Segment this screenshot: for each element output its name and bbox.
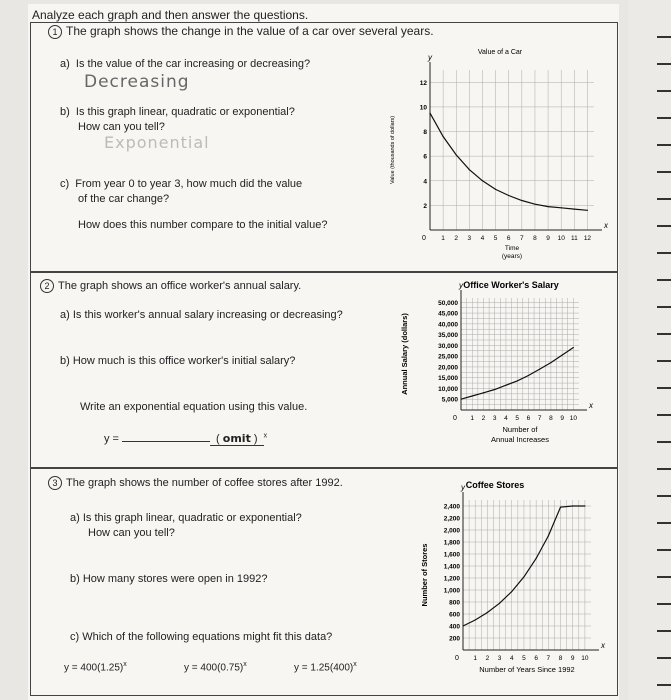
x-tick-label: 4 <box>509 655 514 662</box>
data-point <box>536 558 537 559</box>
q1c-subquestion: of the car change? <box>78 193 170 205</box>
edge-mark <box>657 684 671 686</box>
edge-mark <box>657 279 671 281</box>
y-tick-label: 200 <box>449 635 460 643</box>
y-tick-label: 1,800 <box>443 539 460 547</box>
edge-mark <box>657 441 671 443</box>
q2a-question: a) Is this worker's annual salary increasing or decreasing? <box>60 309 343 321</box>
chart-title: Office Worker's Salary <box>463 280 559 290</box>
y-tick-label: 600 <box>449 611 460 619</box>
x-tick-label: 1 <box>473 655 478 662</box>
q1c-question: c) From year 0 to year 3, how much did the value <box>60 178 303 190</box>
x-tick-label: 7 <box>546 655 551 662</box>
y-tick-label: 5,000 <box>441 396 458 404</box>
y-axis-label: Annual Salary (dollars) <box>400 313 409 395</box>
x-tick-label: 5 <box>522 655 526 662</box>
y-tick-label: 30,000 <box>438 342 458 350</box>
y-tick-label: 1,400 <box>443 563 460 571</box>
edge-mark <box>657 171 671 173</box>
data-point <box>443 136 444 137</box>
q3-option-3: $y = 1.25(400)^x$ <box>294 661 357 674</box>
q2-equation-line: y = ( omit ) $^x$ <box>104 432 268 445</box>
q3-option-1: $y = 400(1.25)^x$ <box>64 661 127 674</box>
x-tick-label: 3 <box>467 235 472 242</box>
x-tick-label: 8 <box>533 235 537 242</box>
q3-number: 3 <box>48 476 62 490</box>
x-tick-label: 1 <box>470 415 475 422</box>
x-axis-letter: x <box>589 401 593 410</box>
x-tick-label: 5 <box>493 235 498 242</box>
origin-label: 0 <box>455 655 459 662</box>
edge-mark <box>657 495 671 497</box>
data-point <box>573 347 574 348</box>
y-tick-label: 400 <box>449 623 460 631</box>
x-tick-label: 10 <box>569 415 577 422</box>
x-tick-label: 10 <box>557 235 565 242</box>
data-point <box>562 354 563 355</box>
x-tick-label: 9 <box>560 415 564 422</box>
x-tick-label: 8 <box>558 655 563 662</box>
x-tick-label: 7 <box>520 235 524 242</box>
data-point <box>584 505 585 506</box>
edge-mark <box>657 522 671 524</box>
y-tick-label: 12 <box>419 79 427 87</box>
edge-mark <box>657 414 671 416</box>
edge-mark <box>657 198 671 200</box>
data-point <box>521 200 522 201</box>
q1b-question: b) Is this graph linear, quadratic or exponential? <box>60 106 295 118</box>
x-tick-label: 5 <box>515 415 520 422</box>
y-tick-label: 15,000 <box>438 375 458 383</box>
x-tick-label: 9 <box>546 235 550 242</box>
data-point <box>523 576 524 577</box>
y-axis-label: Number of Stores <box>420 543 429 607</box>
y-tick-label: 40,000 <box>438 321 458 329</box>
y-tick-label: 25,000 <box>438 353 458 361</box>
x-tick-label: 12 <box>583 235 592 242</box>
data-point <box>460 399 461 400</box>
x-tick-label: 7 <box>537 415 542 422</box>
edge-mark <box>657 306 671 308</box>
data-point <box>508 195 509 196</box>
instruction-heading: Analyze each graph and then answer the questions. <box>32 8 309 22</box>
coffee-stores-chart <box>415 476 610 690</box>
notebook-edge <box>628 0 671 700</box>
edge-mark <box>657 225 671 227</box>
x-tick-label: 3 <box>492 415 497 422</box>
data-point <box>429 112 430 113</box>
x-tick-label: 2 <box>485 655 490 662</box>
x-tick-label: 1 <box>441 235 445 242</box>
x-axis-label-line2: Annual Increases <box>491 435 549 444</box>
q2b-question: b) How much is this office worker's initial salary? <box>60 355 296 367</box>
y-tick-label: 45,000 <box>438 310 458 318</box>
data-point <box>561 207 562 208</box>
edge-mark <box>657 63 671 65</box>
q1b-subquestion: How can you tell? <box>78 121 165 133</box>
q3a-subquestion: How can you tell? <box>88 527 175 539</box>
origin-label: 0 <box>422 235 426 242</box>
y-tick-label: 1,000 <box>443 587 460 595</box>
y-tick-label: 2 <box>423 202 427 210</box>
x-tick-label: 6 <box>526 415 531 422</box>
y-tick-label: 1,600 <box>443 551 460 559</box>
data-point <box>528 375 529 376</box>
x-tick-label: 3 <box>497 655 502 662</box>
edge-mark <box>657 333 671 335</box>
data-point <box>574 208 575 209</box>
q3a-question: a) Is this graph linear, quadratic or exponential? <box>70 512 302 524</box>
y-axis-letter: y <box>459 281 463 290</box>
edge-mark <box>657 252 671 254</box>
y-axis-letter: y <box>461 483 465 492</box>
edge-mark <box>657 36 671 38</box>
salary-chart <box>395 276 610 464</box>
q2-number: 2 <box>40 279 54 293</box>
data-point <box>495 189 496 190</box>
edge-mark <box>657 549 671 551</box>
y-tick-label: 10,000 <box>438 385 458 393</box>
y-tick-label: 800 <box>449 599 460 607</box>
q1a-question: a) Is the value of the car increasing or decreasing? <box>60 58 311 70</box>
data-point <box>572 505 573 506</box>
q3-option-2: $y = 400(0.75)^x$ <box>184 661 247 674</box>
q2-omit-answer: omit <box>222 432 251 445</box>
x-tick-label: 2 <box>454 235 459 242</box>
data-point <box>475 619 476 620</box>
y-tick-label: 2,400 <box>443 503 460 511</box>
y-tick-label: 6 <box>423 153 427 161</box>
q1b-answer: Exponential <box>104 133 210 152</box>
x-axis-label-unit: (years) <box>501 253 523 260</box>
data-point <box>456 154 457 155</box>
q1-intro-text: The graph shows the change in the value of a car over several years. <box>66 24 434 38</box>
y-axis-label: Value (thousands of dollars) <box>390 115 396 185</box>
x-axis-letter: x <box>604 221 608 230</box>
x-tick-label: 4 <box>480 235 485 242</box>
x-tick-label: 6 <box>506 235 511 242</box>
chart-title: Value of a Car <box>477 49 523 56</box>
x-tick-label: 10 <box>581 655 589 662</box>
x-axis-letter: x <box>601 641 605 650</box>
x-tick-label: 8 <box>549 415 553 422</box>
data-point <box>550 362 551 363</box>
y-tick-label: 2,000 <box>443 527 460 535</box>
q3c-question: c) Which of the following equations might fit this data? <box>70 631 333 643</box>
edge-mark <box>657 117 671 119</box>
edge-mark <box>657 468 671 470</box>
edge-mark <box>657 603 671 605</box>
data-point <box>511 591 512 592</box>
data-point <box>517 380 518 381</box>
y-tick-label: 35,000 <box>438 332 458 340</box>
data-point <box>547 206 548 207</box>
data-point <box>494 389 495 390</box>
y-tick-label: 10 <box>419 104 427 112</box>
data-point <box>487 612 488 613</box>
chart-title: Coffee Stores <box>465 480 525 490</box>
x-axis-label: Number of Years Since 1992 <box>479 665 575 674</box>
q2-intro: 2 The graph shows an office worker's annual salary. <box>40 279 301 293</box>
data-point <box>560 507 561 508</box>
edge-mark <box>657 144 671 146</box>
x-axis-label: Number of <box>502 425 538 434</box>
x-tick-label: 9 <box>570 655 575 662</box>
y-tick-label: 20,000 <box>438 364 458 372</box>
x-tick-label: 2 <box>481 415 486 422</box>
x-tick-label: 4 <box>504 415 508 422</box>
q2-equation-prompt: Write an exponential equation using this value. <box>80 401 308 413</box>
y-tick-label: 2,200 <box>443 515 460 523</box>
x-tick-label: 11 <box>570 235 578 242</box>
data-point <box>587 210 588 211</box>
x-axis-label: Time <box>504 245 520 252</box>
edge-mark <box>657 657 671 659</box>
y-tick-label: 4 <box>423 178 427 186</box>
y-tick-label: 1,200 <box>443 575 460 583</box>
data-point <box>539 368 540 369</box>
q1a-answer: Decreasing <box>84 72 190 92</box>
q1-number: 1 <box>48 25 62 39</box>
q3-intro: 3 The graph shows the number of coffee stores after 1992. <box>48 476 343 490</box>
data-point <box>505 385 506 386</box>
edge-mark <box>657 387 671 389</box>
x-tick-label: 6 <box>534 655 538 662</box>
data-point <box>462 625 463 626</box>
data-point <box>548 535 549 536</box>
origin-label: 0 <box>453 415 457 422</box>
y-tick-label: 8 <box>423 129 427 137</box>
data-point <box>472 395 473 396</box>
edge-mark <box>657 360 671 362</box>
edge-mark <box>657 630 671 632</box>
data-point <box>483 392 484 393</box>
q1c-compare-question: How does this number compare to the initial value? <box>78 219 328 231</box>
data-point <box>469 169 470 170</box>
edge-mark <box>657 90 671 92</box>
data-point <box>499 603 500 604</box>
data-point <box>482 180 483 181</box>
y-tick-label: 50,000 <box>438 299 458 307</box>
car-value-chart <box>380 44 610 266</box>
y-axis-letter: y <box>428 53 432 62</box>
q3b-question: b) How many stores were open in 1992? <box>70 573 268 585</box>
data-point <box>534 204 535 205</box>
edge-mark <box>657 576 671 578</box>
